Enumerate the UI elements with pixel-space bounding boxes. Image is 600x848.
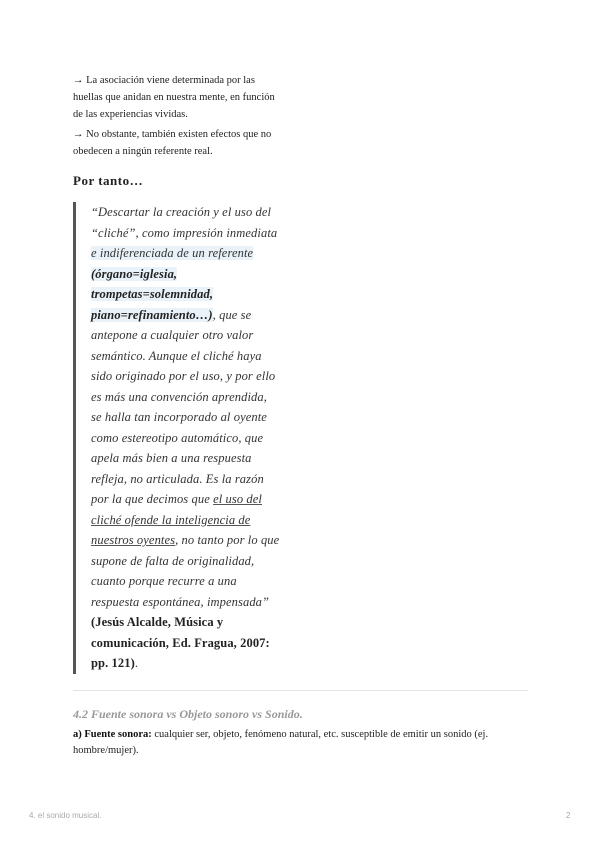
- text-line: de las experiencias vividas.: [73, 109, 188, 120]
- quote-line: respuesta espontánea, impensada”: [91, 594, 270, 609]
- definition-text: cualquier ser, objeto, fenómeno natural, etc. susceptible de emitir un sonido (ej. hombre/mujer).: [73, 729, 489, 756]
- quote-line: antepone a cualquier otro valor: [91, 328, 254, 342]
- quote-line: [91, 510, 321, 531]
- association-paragraph: [73, 72, 313, 123]
- footer-chapter: 4. el sonido musical.: [29, 811, 102, 820]
- quote-line: es más una convención aprendida,: [91, 389, 267, 404]
- highlighted-bold-text: piano=refinamiento…): [91, 307, 213, 322]
- text-line: → La asociación viene determinada por las: [73, 75, 255, 86]
- quote-line: semántico. Aunque el cliché haya: [91, 348, 262, 363]
- quote-line: apela más bien a una respuesta: [91, 451, 252, 465]
- quote-line: se halla tan incorporado al oyente: [91, 410, 267, 424]
- text-line: huellas que anidan en nuestra mente, en función: [73, 92, 275, 103]
- quote-line: “Descartar la creación y el uso del: [91, 205, 272, 219]
- blockquote: [73, 202, 321, 674]
- citation-line: comunicación, Ed. Fragua, 2007:: [91, 635, 270, 650]
- citation-period: .: [134, 656, 139, 670]
- quote-text: por la que decimos que: [91, 492, 214, 506]
- section-divider: [73, 690, 528, 691]
- citation-text: pp. 121): [91, 656, 135, 670]
- quote-line: [91, 305, 321, 326]
- highlighted-text: e indiferenciada de un referente: [91, 246, 254, 260]
- quote-line: [91, 489, 321, 510]
- underlined-text: nuestros oyentes: [91, 533, 176, 547]
- page-number: 2: [566, 811, 571, 820]
- text-line: → No obstante, también existen efectos que no: [73, 129, 272, 140]
- quote-line: sido originado por el uso, y por ello: [91, 369, 276, 383]
- definition-label: a) Fuente sonora:: [73, 729, 152, 740]
- text-line: obedecen a ningún referente real.: [73, 146, 213, 157]
- underlined-text: el uso del: [213, 492, 262, 506]
- citation-line: [91, 653, 321, 674]
- no-referent-paragraph: [73, 126, 313, 160]
- quote-line: [91, 284, 321, 305]
- subsection-title: 4.2 Fuente sonora vs Objeto sonoro vs Sonido.: [73, 707, 303, 721]
- highlighted-bold-text: trompetas=solemnidad,: [91, 287, 214, 301]
- underlined-text: cliché ofende la inteligencia de: [91, 512, 251, 527]
- quote-line: [91, 264, 321, 285]
- quote-line: “cliché”, como impresión inmediata: [91, 225, 278, 240]
- quote-text: , que se: [212, 307, 252, 322]
- quote-line: refleja, no articulada. Es la razón: [91, 471, 264, 486]
- highlighted-bold-text: (órgano=iglesia,: [91, 266, 178, 281]
- quote-line: [91, 530, 321, 551]
- quote-line: [91, 243, 321, 264]
- quote-text: , no tanto por lo que: [175, 533, 280, 547]
- quote-line: supone de falta de originalidad,: [91, 553, 255, 568]
- section-heading: Por tanto…: [73, 173, 144, 188]
- citation-line: (Jesús Alcalde, Música y: [91, 615, 224, 629]
- quote-line: como estereotipo automático, que: [91, 430, 264, 445]
- quote-line: cuanto porque recurre a una: [91, 574, 237, 588]
- definition-paragraph: [73, 727, 533, 759]
